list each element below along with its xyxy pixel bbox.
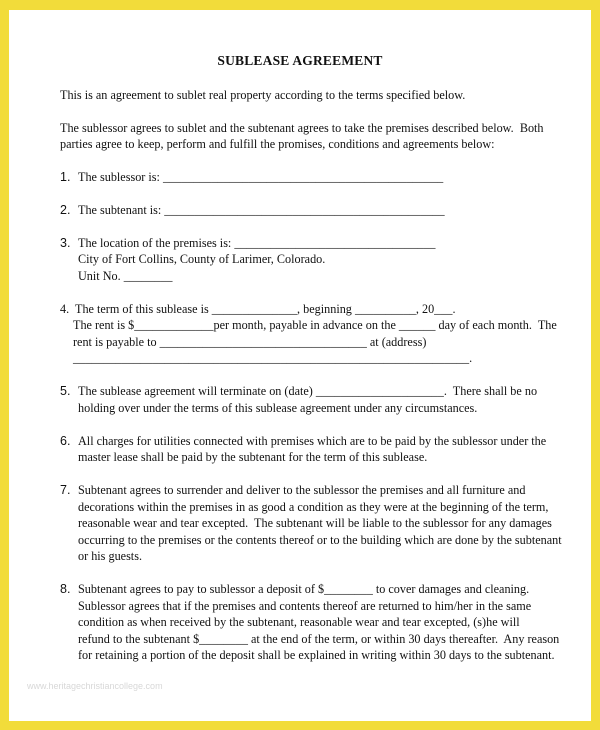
parties-paragraph-line1: The sublessor agrees to sublet and the subtenant agrees to take the premises described below. Both — [60, 121, 544, 135]
termination-text-line1: The sublease agreement will terminate on (date) _____________________. There shall be no — [78, 384, 538, 398]
watermark-text: www.heritagechristiancollege.com — [27, 681, 163, 691]
surrender-text-line5: or his guests. — [78, 549, 142, 563]
deposit-text-line2: Sublessor agrees that if the premises and contents thereof are returned to him/her in the same — [78, 599, 532, 613]
address-field: _________________________________________________________________. — [73, 351, 473, 365]
termination-text-line2: holding over under the terms of this sublease agreement under any circumstances. — [78, 401, 478, 415]
rent-payable-field: rent is payable to __________________________________ at (address) — [73, 335, 427, 349]
document-title: SUBLEASE AGREEMENT — [217, 53, 383, 68]
sublessor-field: The sublessor is: ______________________________________________ — [78, 170, 444, 184]
item-number: 4. — [60, 302, 70, 316]
unit-number-field: Unit No. ________ — [78, 269, 173, 283]
parties-paragraph-line2: parties agree to keep, perform and fulfill the promises, conditions and agreements below: — [60, 137, 495, 151]
deposit-text-line1: Subtenant agrees to pay to sublessor a deposit of $________ to cover damages and cleaning. — [78, 582, 530, 596]
premises-location-field: The location of the premises is: _________________________________ — [78, 236, 436, 250]
surrender-text-line4: occurring to the premises or the contents thereof or to the building which are done by the subtenant — [78, 533, 562, 547]
rent-field: The rent is $_____________per month, payable in advance on the ______ day of each month. The — [73, 318, 557, 332]
item-number: 5. — [60, 384, 71, 398]
utilities-text-line1: All charges for utilities connected with premises which are to be paid by the sublessor under the — [78, 434, 547, 448]
subtenant-field: The subtenant is: ______________________________________________ — [78, 203, 445, 217]
document-page — [9, 10, 591, 721]
premises-city-text: City of Fort Collins, County of Larimer, Colorado. — [78, 252, 326, 266]
item-number: 3. — [60, 236, 71, 250]
item-number: 2. — [60, 203, 71, 217]
deposit-text-line5: for retaining a portion of the deposit shall be explained in writing within 30 days to the subtenant. — [78, 648, 555, 662]
term-field: The term of this sublease is ______________, beginning __________, 20___. — [75, 302, 456, 316]
item-number: 6. — [60, 434, 71, 448]
surrender-text-line3: reasonable wear and tear excepted. The subtenant will be liable to the sublessor for any damages — [78, 516, 552, 530]
deposit-text-line3: condition as when received by the subtenant, reasonable wear and tear excepted, (s)he will — [78, 615, 520, 629]
item-number: 8. — [60, 582, 71, 596]
surrender-text-line1: Subtenant agrees to surrender and deliver to the sublessor the premises and all furniture and — [78, 483, 526, 497]
item-number: 7. — [60, 483, 71, 497]
utilities-text-line2: master lease shall be paid by the subtenant for the term of this sublease. — [78, 450, 428, 464]
surrender-text-line2: decorations within the premises in as good a condition as they were at the beginning of the term, — [78, 500, 549, 514]
item-number: 1. — [60, 170, 71, 184]
deposit-text-line4: refund to the subtenant $________ at the end of the term, or within 30 days thereafter. Any reason — [78, 632, 560, 646]
intro-text: This is an agreement to sublet real property according to the terms specified below. — [60, 88, 466, 102]
